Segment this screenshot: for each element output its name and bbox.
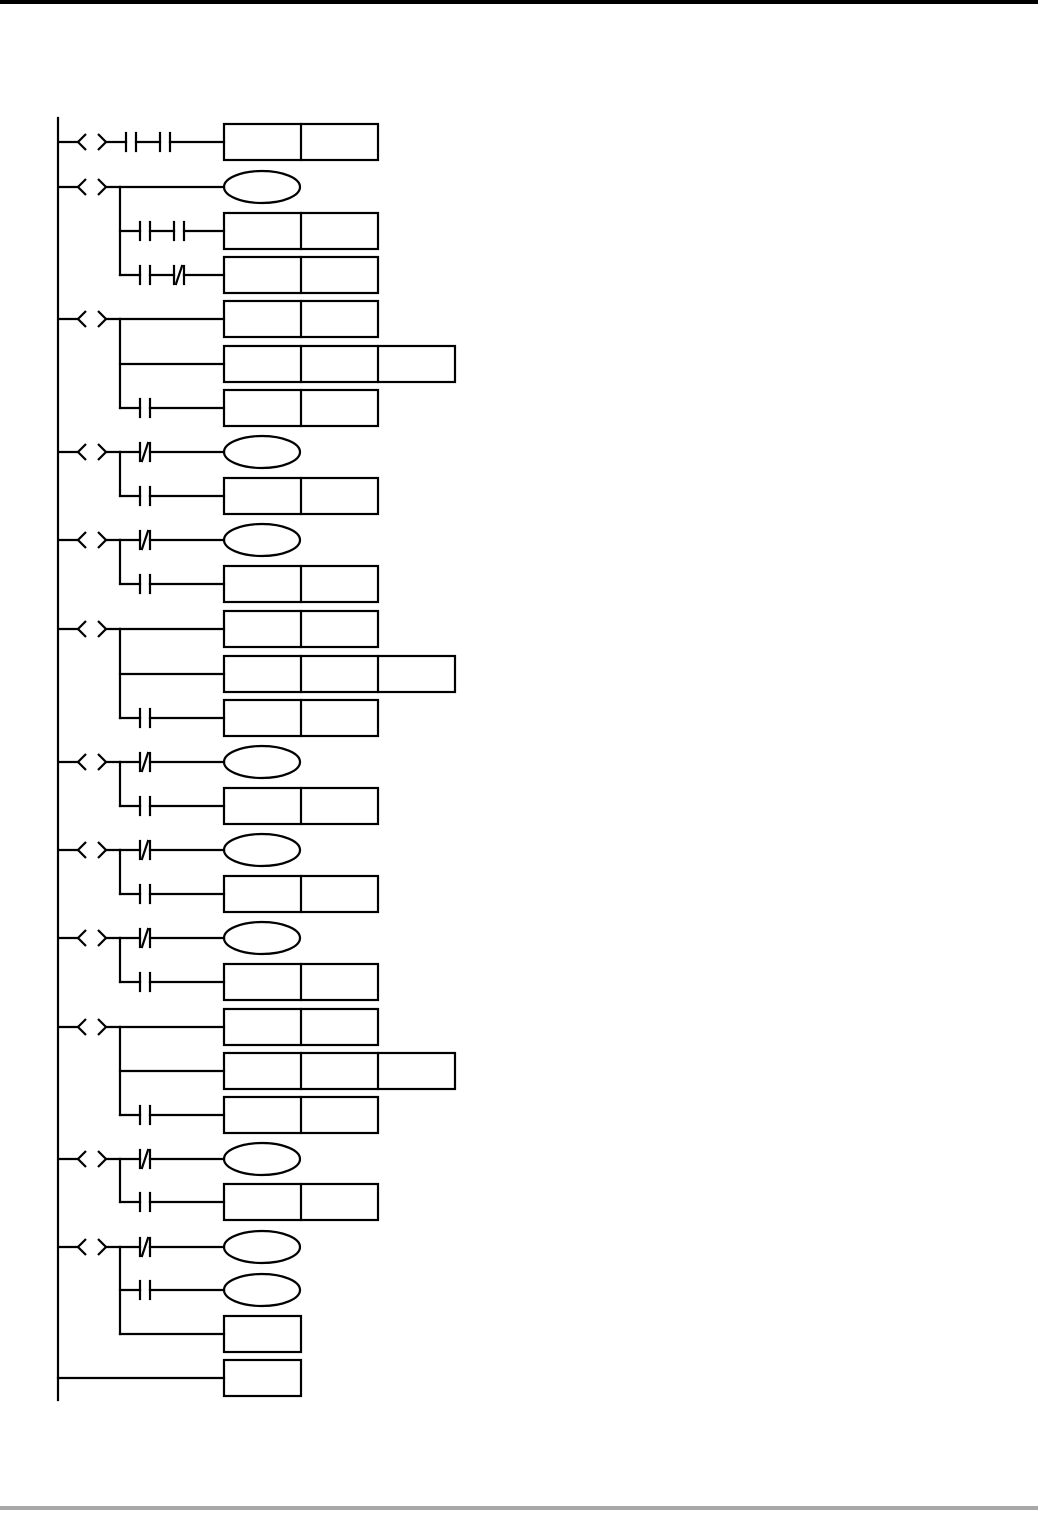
rung-10-compare-close	[98, 1019, 106, 1035]
rung-2-compare-open	[78, 179, 86, 195]
rung-12-branch-1-coil	[224, 1231, 300, 1263]
rung-8-compare-open	[78, 842, 86, 858]
rung-11-compare-open	[78, 1151, 86, 1167]
rung-4-compare-open	[78, 444, 86, 460]
bottom-rule	[0, 1506, 1038, 1510]
rung-8-branch-1-coil	[224, 834, 300, 866]
rung-2-branch-3-contact-2-slash	[176, 266, 182, 284]
rung-6-compare-open	[78, 621, 86, 637]
rung-11-branch-1-coil	[224, 1143, 300, 1175]
rung-7-compare-close	[98, 754, 106, 770]
rung-1-compare-close	[98, 134, 106, 150]
rung-8-compare-close	[98, 842, 106, 858]
rung-9-compare-open	[78, 930, 86, 946]
rung-13-branch-1-box	[224, 1360, 301, 1396]
rung-6-compare-close	[98, 621, 106, 637]
rung-11-compare-close	[98, 1151, 106, 1167]
rung-12-branch-1-contact-1-slash	[142, 1238, 148, 1256]
rung-12-branch-2-coil	[224, 1274, 300, 1306]
rung-12-compare-close	[98, 1239, 106, 1255]
rung-5-compare-close	[98, 532, 106, 548]
rung-9-branch-1-contact-1-slash	[142, 929, 148, 947]
rung-4-branch-1-contact-1-slash	[142, 443, 148, 461]
rung-3-branch-2-box	[224, 346, 455, 382]
rung-10-branch-2-box	[224, 1053, 455, 1089]
rung-9-branch-1-coil	[224, 922, 300, 954]
rung-7-branch-1-contact-1-slash	[142, 753, 148, 771]
rung-6-branch-2-box	[224, 656, 455, 692]
rung-7-branch-1-coil	[224, 746, 300, 778]
rung-2-compare-close	[98, 179, 106, 195]
rung-10-compare-open	[78, 1019, 86, 1035]
rung-12-compare-open	[78, 1239, 86, 1255]
rung-12-branch-3-box	[224, 1316, 301, 1352]
rung-9-compare-close	[98, 930, 106, 946]
rung-1-compare-open	[78, 134, 86, 150]
rung-4-compare-close	[98, 444, 106, 460]
rung-5-branch-1-contact-1-slash	[142, 531, 148, 549]
rung-4-branch-1-coil	[224, 436, 300, 468]
rung-5-branch-1-coil	[224, 524, 300, 556]
rung-7-compare-open	[78, 754, 86, 770]
rung-8-branch-1-contact-1-slash	[142, 841, 148, 859]
rung-2-branch-1-coil	[224, 171, 300, 203]
rung-5-compare-open	[78, 532, 86, 548]
rung-3-compare-open	[78, 311, 86, 327]
rung-11-branch-1-contact-1-slash	[142, 1150, 148, 1168]
rung-3-compare-close	[98, 311, 106, 327]
